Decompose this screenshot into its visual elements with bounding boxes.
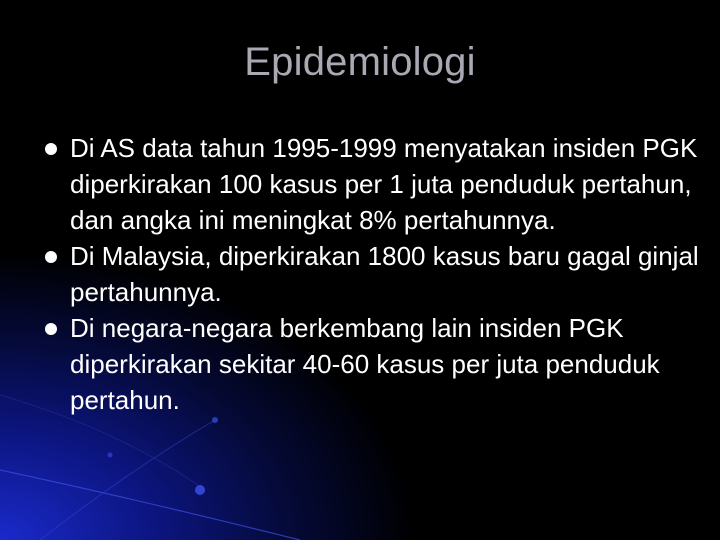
bullet-text: Di negara-negara berkembang lain insiden PGK diperkirakan sekitar 40-60 kasus per juta penduduk pertahun.: [70, 313, 660, 415]
decorative-curve: [40, 420, 215, 540]
circle-bullet-icon: [45, 323, 57, 335]
bullet-item: [70, 130, 700, 238]
circle-bullet-icon: [45, 143, 57, 155]
bullet-list: [70, 130, 700, 418]
bullet-text: Di AS data tahun 1995-1999 menyatakan insiden PGK diperkirakan 100 kasus per 1 juta penduduk pertahun, dan angka ini meningkat 8% pertahunnya.: [70, 133, 698, 235]
bullet-item: [70, 310, 700, 418]
circle-bullet-icon: [45, 251, 57, 263]
decorative-curve: [0, 470, 300, 540]
bullet-text: Di Malaysia, diperkirakan 1800 kasus baru gagal ginjal pertahunnya.: [70, 241, 699, 307]
decorative-dot: [108, 453, 113, 458]
bullet-item: [70, 238, 700, 310]
slide-title: Epidemiologi: [244, 40, 476, 84]
decorative-dot: [195, 485, 205, 495]
